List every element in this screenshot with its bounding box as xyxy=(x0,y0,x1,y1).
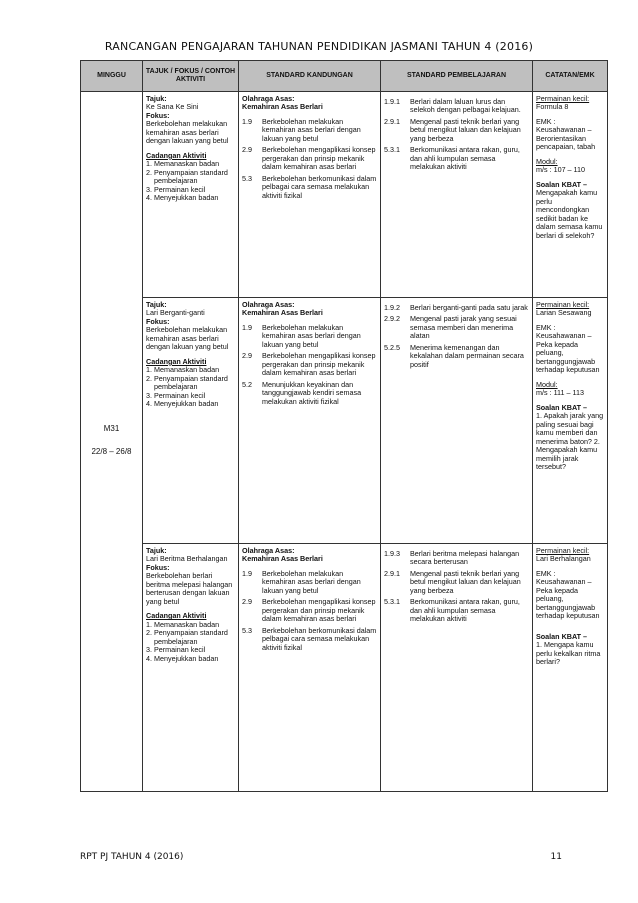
catatan-cell xyxy=(533,544,608,792)
sk-item: 2.9 Berkebolehan mengaplikasi konsep pergerakan dan prinsip mekanik dalam kemahiran asas berlari xyxy=(242,351,376,378)
kbat-label: Soalan KBAT – xyxy=(536,179,587,189)
permainan-label: Permainan kecil: xyxy=(536,546,590,555)
kbat-text: Mengapakah kamu perlu mencondongkan sedikit badan ke dalam semasa kamu berlari di selekoh? xyxy=(536,188,603,240)
sp-item: 5.3.1 Berkomunikasi antara rakan, guru, dan ahli kumpulan semasa melakukan aktiviti xyxy=(384,597,520,624)
page-footer xyxy=(80,852,562,862)
emk-label: EMK : xyxy=(536,116,556,126)
emk-text: Keusahawanan – Peka kepada peluang, bertanggungjawab terhadap keputusan xyxy=(536,331,600,375)
table-row xyxy=(81,92,608,298)
sk-subtitle: Kemahiran Asas Berlari xyxy=(242,102,323,112)
sk-item: 5.2 Menunjukkan keyakinan dan tanggungjawab kendiri semasa melakukan aktiviti fizikal xyxy=(242,379,362,406)
tajuk-cell xyxy=(143,298,239,544)
aktiviti-item: 4. Menyejukkan badan xyxy=(146,653,219,663)
col-header-tajuk: TAJUK / FOKUS / CONTOH AKTIVITI xyxy=(143,61,239,92)
aktiviti-item: 2. Penyampaian standard pembelajaran xyxy=(146,628,228,646)
tajuk-cell xyxy=(143,92,239,298)
aktiviti-item: 3. Permainan kecil xyxy=(146,390,206,400)
tajuk-cell xyxy=(143,544,239,792)
standard-kandungan-cell xyxy=(239,298,381,544)
modul-text: m/s : 107 – 110 xyxy=(536,165,586,175)
permainan-label: Permainan kecil: xyxy=(536,94,590,103)
emk-label: EMK : xyxy=(536,568,556,578)
aktiviti-list xyxy=(146,621,235,663)
aktiviti-item: 2. Penyampaian standard pembelajaran xyxy=(146,167,228,186)
week-cell xyxy=(81,92,143,792)
page-title: RANCANGAN PENGAJARAN TAHUNAN PENDIDIKAN JASMANI TAHUN 4 (2016) xyxy=(104,40,534,53)
modul-label: Modul: xyxy=(536,156,558,166)
sk-item: 1.9 Berkebolehan melakukan kemahiran asas berlari dengan lakuan yang betul xyxy=(242,568,361,595)
catatan-cell xyxy=(533,92,608,298)
fokus-label: Fokus: xyxy=(146,110,170,120)
aktiviti-item: 1. Memanaskan badan xyxy=(146,159,220,169)
sp-item: 5.2.5 Menerima kemenangan dan kekalahan dalam permainan secara positif xyxy=(384,342,524,369)
standard-kandungan-cell xyxy=(239,544,381,792)
sp-item: 2.9.1 Mengenal pasti teknik berlari yang betul mengikut laluan dan kelajuan yang berbeza xyxy=(384,116,521,143)
cadangan-label: Cadangan Aktiviti xyxy=(146,150,207,160)
sk-title: Olahraga Asas: xyxy=(242,94,295,103)
tajuk-text: Ke Sana Ke Sini xyxy=(146,102,199,112)
table-header-row xyxy=(81,61,608,92)
fokus-text: Berkebolehan melakukan kemahiran asas berlari dengan lakuan yang betul xyxy=(146,325,229,352)
sp-item: 2.9.2 Mengenal pasti jarak yang sesuai semasa memberi dan menerima alatan xyxy=(384,314,517,341)
footer-label: RPT PJ TAHUN 4 (2016) xyxy=(80,852,184,862)
modul-text: m/s : 111 – 113 xyxy=(536,388,584,398)
tajuk-label: Tajuk: xyxy=(146,300,167,309)
aktiviti-list xyxy=(146,366,235,408)
col-header-catatan: CATATAN/EMK xyxy=(533,61,608,92)
sp-item: 1.9.1 Berlari dalam laluan lurus dan selekoh dengan pelbagai kelajuan. xyxy=(384,97,521,115)
table-row xyxy=(81,544,608,792)
sk-subtitle: Kemahiran Asas Berlari xyxy=(242,308,323,318)
kbat-text: 1. Mengapa kamu perlu kekalkan ritma berlari? xyxy=(536,640,601,667)
week-number: M31 xyxy=(103,424,120,434)
emk-text: Keusahawanan – Peka kepada peluang, bertanggungjawab terhadap keputusan xyxy=(536,577,600,621)
page-number: 11 xyxy=(550,852,562,862)
aktiviti-list xyxy=(146,160,235,202)
fokus-text: Berkebolehan melakukan kemahiran asas berlari dengan lakuan yang betul xyxy=(146,119,229,146)
table-row xyxy=(81,298,608,544)
aktiviti-item: 4. Menyejukkan badan xyxy=(146,193,219,203)
aktiviti-item: 4. Menyejukkan badan xyxy=(146,399,219,409)
week-dates: 22/8 – 26/8 xyxy=(91,446,132,456)
rpt-table xyxy=(80,60,608,792)
sp-item: 1.9.3 Berlari beritma melepasi halangan secara berterusan xyxy=(384,549,520,567)
modul-label: Modul: xyxy=(536,379,558,389)
col-header-standard-kandungan: STANDARD KANDUNGAN xyxy=(239,61,381,92)
sk-title: Olahraga Asas: xyxy=(242,546,295,555)
tajuk-label: Tajuk: xyxy=(146,546,167,555)
aktiviti-item: 2. Penyampaian standard pembelajaran xyxy=(146,373,228,392)
permainan-label: Permainan kecil: xyxy=(536,300,590,309)
standard-pembelajaran-cell xyxy=(381,92,533,298)
sp-item: 5.3.1 Berkomunikasi antara rakan, guru, dan ahli kumpulan semasa melakukan aktiviti xyxy=(384,145,520,172)
aktiviti-item: 1. Memanaskan badan xyxy=(146,365,220,375)
catatan-cell xyxy=(533,298,608,544)
col-header-standard-pembelajaran: STANDARD PEMBELAJARAN xyxy=(381,61,533,92)
kbat-label: Soalan KBAT – xyxy=(536,402,587,412)
sk-item: 5.3 Berkebolehan berkomunikasi dalam pelbagai cara semasa melakukan aktiviti fizikal xyxy=(242,625,377,652)
fokus-label: Fokus: xyxy=(146,562,170,572)
kbat-text: 1. Apakah jarak yang paling sesuai bagi kamu memberi dan menerima baton? 2. Mengapakah kamu memilih jarak tersebut? xyxy=(536,411,604,472)
sk-item: 2.9 Berkebolehan mengaplikasi konsep pergerakan dan prinsip mekanik dalam kemahiran asas berlari xyxy=(242,597,376,624)
sp-item: 2.9.1 Mengenal pasti teknik berlari yang betul mengikut laluan dan kelajuan yang berbeza xyxy=(384,568,521,595)
aktiviti-item: 3. Permainan kecil xyxy=(146,645,206,655)
permainan-text: Formula 8 xyxy=(536,102,569,112)
fokus-label: Fokus: xyxy=(146,316,170,326)
sk-item: 5.3 Berkebolehan berkomunikasi dalam pelbagai cara semasa melakukan aktiviti fizikal xyxy=(242,173,377,200)
cadangan-label: Cadangan Aktiviti xyxy=(146,356,207,366)
tajuk-text: Lari Berganti-ganti xyxy=(146,308,205,318)
emk-label: EMK : xyxy=(536,322,556,332)
permainan-text: Larian Sesawang xyxy=(536,308,592,318)
sp-item: 1.9.2 Berlari berganti-ganti pada satu jarak xyxy=(384,303,528,312)
standard-pembelajaran-cell xyxy=(381,544,533,792)
emk-text: Keusahawanan – Berorientasikan pencapaian, tabah xyxy=(536,125,596,152)
sk-item: 2.9 Berkebolehan mengaplikasi konsep pergerakan dan prinsip mekanik dalam kemahiran asas berlari xyxy=(242,145,376,172)
sk-title: Olahraga Asas: xyxy=(242,300,295,309)
sk-subtitle: Kemahiran Asas Berlari xyxy=(242,554,323,564)
standard-kandungan-cell xyxy=(239,92,381,298)
sk-item: 1.9 Berkebolehan melakukan kemahiran asas berlari dengan lakuan yang betul xyxy=(242,322,361,349)
aktiviti-item: 3. Permainan kecil xyxy=(146,184,206,194)
tajuk-text: Lari Beritma Berhalangan xyxy=(146,554,228,564)
col-header-minggu: MINGGU xyxy=(81,61,143,92)
fokus-text: Berkebolehan berlari beritma melepasi halangan berterusan dengan lakuan yang betul xyxy=(146,571,233,606)
cadangan-label: Cadangan Aktiviti xyxy=(146,611,207,621)
tajuk-label: Tajuk: xyxy=(146,94,167,103)
sk-item: 1.9 Berkebolehan melakukan kemahiran asas berlari dengan lakuan yang betul xyxy=(242,116,361,143)
permainan-text: Lari Berhalangan xyxy=(536,554,591,564)
aktiviti-item: 1. Memanaskan badan xyxy=(146,619,220,629)
standard-pembelajaran-cell xyxy=(381,298,533,544)
kbat-label: Soalan KBAT – xyxy=(536,631,587,641)
